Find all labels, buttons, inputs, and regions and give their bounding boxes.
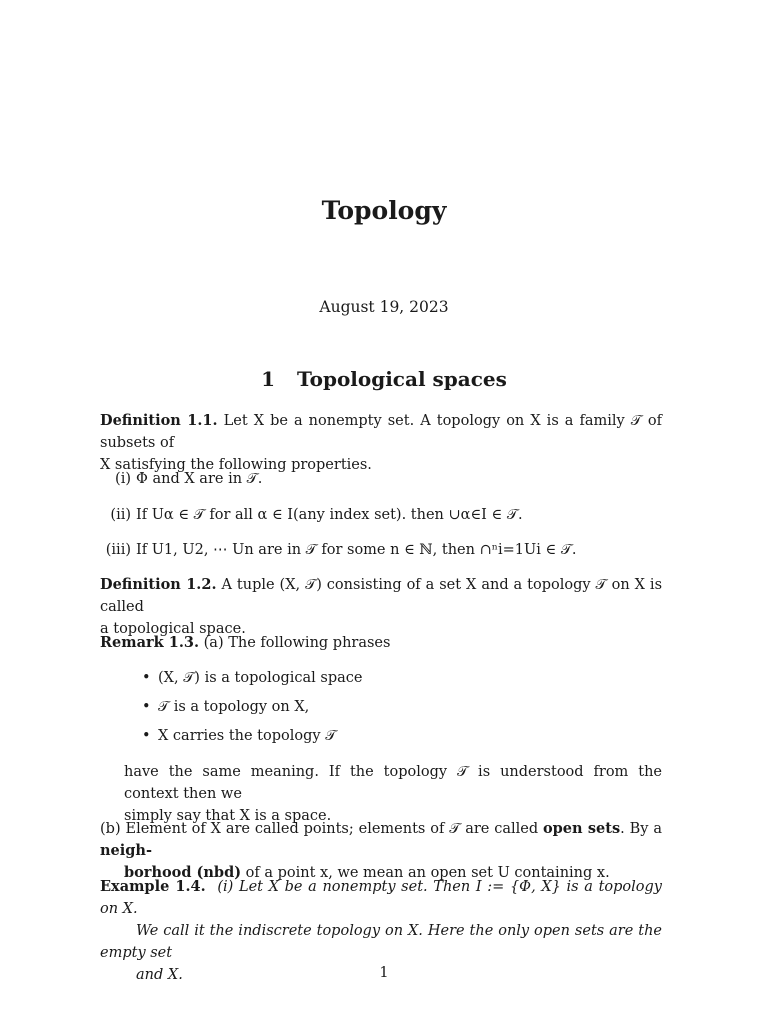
- neighborhood-term-part1: neigh-: [100, 842, 152, 859]
- remark-a-after-line2: simply say that X is a space.: [124, 808, 332, 824]
- property-iii-label: (iii): [105, 542, 131, 558]
- property-i-text: Φ and X are in 𝒯.: [136, 471, 263, 487]
- remark-1-3: [100, 632, 662, 654]
- example-1-4-head: Example 1.4.: [100, 878, 206, 895]
- definition-1-2: [100, 574, 662, 640]
- definition-1-2-line2: a topological space.: [100, 621, 246, 637]
- remark-b: [100, 818, 662, 884]
- bullet-icon: •: [142, 670, 151, 686]
- remark-a-label: (a): [203, 635, 224, 651]
- definition-1-1-line1: Let X be a nonempty set. A topology on X is a family 𝒯 of subsets of: [100, 413, 662, 451]
- remark-b-line2-rest: of a point x, we mean an open set U containing x.: [245, 865, 610, 881]
- bullet-text: 𝒯 is a topology on X,: [158, 699, 310, 715]
- remark-b-label: (b): [100, 821, 121, 837]
- neighborhood-term-part2: borhood (nbd): [124, 864, 242, 881]
- definition-1-1: [100, 410, 662, 476]
- example-1-4-line2: We call it the indiscrete topology on X. Here the only open sets are the empty set: [100, 923, 662, 961]
- definition-1-2-head: Definition 1.2.: [100, 576, 217, 593]
- bullet-text: X carries the topology 𝒯: [158, 728, 337, 744]
- property-ii: [100, 504, 662, 526]
- bullet-text: (X, 𝒯) is a topological space: [158, 670, 363, 686]
- bullet-icon: •: [142, 699, 151, 715]
- property-ii-text: If Uα ∈ 𝒯 for all α ∈ I(any index set). then ∪α∈I ∈ 𝒯.: [136, 507, 523, 523]
- definition-1-1-line2: X satisfying the following properties.: [100, 457, 372, 473]
- remark-1-3-head: Remark 1.3.: [100, 634, 200, 651]
- example-1-4-line1: (i) Let X be a nonempty set. Then I := {Φ, X} is a topology on X.: [100, 879, 662, 917]
- list-item: [142, 696, 642, 718]
- remark-b-line1-pre: Element of X are called points; elements of 𝒯 are called: [125, 821, 539, 837]
- definition-1-1-head: Definition 1.1.: [100, 412, 218, 429]
- property-i: [100, 468, 662, 490]
- page-number: 1: [379, 965, 389, 981]
- property-i-label: (i): [115, 471, 131, 487]
- section-title: Topological spaces: [297, 367, 507, 391]
- property-iii-text: If U1, U2, ⋯ Un are in 𝒯 for some n ∈ ℕ, then ∩ⁿi=1Ui ∈ 𝒯.: [136, 542, 577, 558]
- example-1-4-line3: and X.: [136, 967, 183, 983]
- definition-1-2-line1: A tuple (X, 𝒯) consisting of a set X and a topology 𝒯 on X is called: [100, 577, 663, 615]
- remark-b-line1-mid: . By a: [620, 821, 662, 837]
- remark-a-text: The following phrases: [228, 635, 391, 651]
- open-sets-term: open sets: [543, 820, 621, 837]
- document-title: Topology: [321, 196, 447, 225]
- bullet-icon: •: [142, 728, 151, 744]
- section-heading: [0, 368, 768, 390]
- property-iii: [100, 539, 662, 561]
- document-date: August 19, 2023: [319, 298, 449, 316]
- remark-a-after-line1: have the same meaning. If the topology 𝒯 is understood from the context then we: [124, 764, 662, 802]
- property-ii-label: (ii): [110, 507, 131, 523]
- section-number: 1: [261, 367, 276, 391]
- list-item: [142, 725, 642, 747]
- list-item: [142, 667, 642, 689]
